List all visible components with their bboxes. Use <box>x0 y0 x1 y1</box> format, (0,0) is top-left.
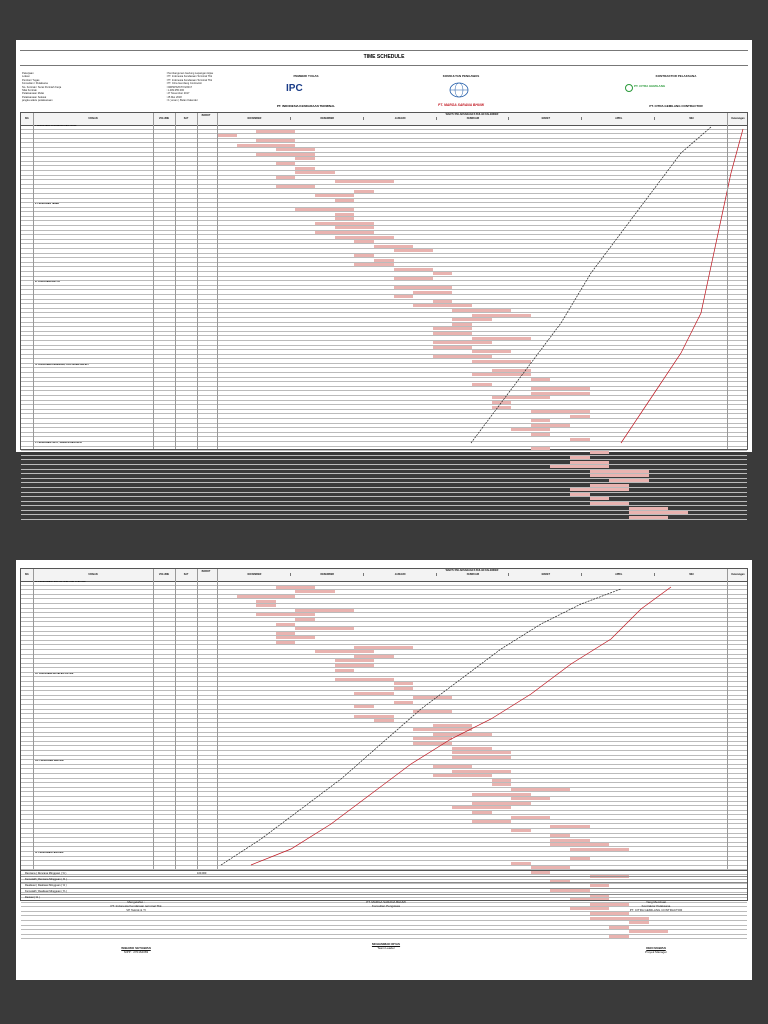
signature-org: PT. Indonesia Kendaraan terminal Tbk <box>110 904 162 908</box>
schedule-bar <box>590 497 610 500</box>
col-volume: VOLUME <box>158 117 170 120</box>
section-title: II. PEKERJAAN TANAH <box>35 203 60 206</box>
signature-role: VP Teknik & TI <box>126 908 146 912</box>
summary-row: Realisasi ( Realisasi Mingguan ( % ) <box>21 883 747 889</box>
summary-table <box>20 870 748 901</box>
signature-name: WIBAWO SETIAWAN <box>121 946 151 950</box>
section-title: I. PEKERJAAN PERSIAPAN DAN UMUM <box>35 125 77 127</box>
schedule-bar <box>570 488 629 491</box>
col-bobot: BOBOT <box>201 114 211 117</box>
header-value: : PT. Citra Gemilang Contractor <box>166 82 203 86</box>
actual-curve <box>621 129 743 443</box>
schedule-bar <box>590 474 649 477</box>
col-sat: SAT <box>183 573 189 576</box>
schedule-bar <box>570 461 609 464</box>
month-header: MARET <box>508 573 582 576</box>
signature-id: Proyek Manager <box>644 950 667 954</box>
section-title: VII. PEKERJAAN INSTALASI LISTRIK <box>35 672 74 675</box>
schedule-sheet-page-1 <box>16 40 752 452</box>
header-label: Lokasi <box>22 75 30 79</box>
s-curve-page-2 <box>21 569 749 869</box>
schedule-table-1 <box>20 112 748 450</box>
col-bobot: BOBOT <box>201 570 211 573</box>
plan-curve <box>471 127 711 443</box>
month-header: JANUARI <box>363 573 437 576</box>
header-values <box>166 72 256 103</box>
col-keterangan: Keterangan <box>731 573 745 576</box>
schedule-bar <box>570 456 590 459</box>
header-value: : 25 Mei 2018 <box>166 95 182 99</box>
col-sat: SAT <box>183 117 189 120</box>
month-header: MARET <box>508 117 582 120</box>
schedule-sheet-page-2 <box>16 560 752 980</box>
actual-curve <box>251 587 671 865</box>
contractor-name: PT. CITRA GEMILANG CONTRACTOR <box>649 104 703 108</box>
header-label: Konsultan / Pelaksana <box>22 82 48 86</box>
sheet-title: TIME SCHEDULE <box>363 54 405 60</box>
header-labels <box>22 72 92 103</box>
col-volume: VOLUME <box>158 573 170 576</box>
schedule-bar <box>629 511 688 514</box>
summary-row: Kumulatif ( Rencana Mingguan ( % ) <box>21 877 747 883</box>
signature-id: Team Leader <box>377 946 395 950</box>
header-label: Nilai Kontrak <box>22 89 37 93</box>
col-waktu: WAKTU PELAKSANAAN 6 BULAN KALENDER <box>445 113 499 116</box>
signature-block-contractor <box>576 900 736 954</box>
consultant-heading: KONSULTAN PENGAWAS <box>442 74 480 78</box>
schedule-bar <box>629 516 668 519</box>
signature-role: Konsultan Pengawas <box>371 904 401 908</box>
schedule-bar <box>590 470 649 473</box>
signature-org: PT. MARGA SARANA BHUMI <box>366 900 406 904</box>
header-label: No. Kontrak / Surat Perintah Kerja <box>22 85 62 89</box>
plan-curve <box>221 589 621 865</box>
title-rule <box>20 65 748 66</box>
header-value: : 6 ( enam ) Bulan Kalender <box>166 99 198 103</box>
header-label: Pelaksanaan Selesai <box>22 95 47 99</box>
signature-name: DEDI MAWAN <box>646 946 666 950</box>
contractor-logo: PT. CITRA GEMILANG <box>634 84 666 88</box>
month-header: MEI <box>654 573 728 576</box>
col-no: NO. <box>24 573 30 576</box>
signature-name: MOHAMMAD IRYAS <box>371 942 401 946</box>
header-value: : 008/SPK/IKT/XI/2017 <box>166 85 193 89</box>
owner-heading: PEMBERI TUGAS <box>293 74 319 78</box>
header-value: : PT. Indonesia Kendaraan Terminal Tbk <box>166 78 213 82</box>
consultant-emblem-icon <box>444 80 474 100</box>
month-header: APRIL <box>581 573 655 576</box>
schedule-bar <box>590 451 610 454</box>
month-header: MEI <box>654 117 728 120</box>
header-label: Pekerjaan <box>22 72 34 75</box>
consultant-logo: PT. MARGA SARANA BHUMI <box>437 103 485 107</box>
signature-block-owner <box>56 900 216 954</box>
contractor-heading: KONTRAKTOR PELAKSANA <box>655 74 697 78</box>
schedule-bar <box>570 493 590 496</box>
header-value: : Pembangunan Gedung Lapangan Hijau <box>166 72 214 75</box>
header-value: : 1.409.355.000 <box>166 89 185 93</box>
month-header: JANUARI <box>363 117 437 120</box>
month-header: DESEMBER <box>290 117 364 120</box>
owner-name: PT. INDONESIA KENDARAAN TERMINAL <box>276 104 336 108</box>
schedule-bar <box>590 484 629 487</box>
section-title: VI. PEKERJAAN PENUTUP ATAP DAN PLAFOND <box>35 581 86 583</box>
section-title: IV. PEKERJAAN PASANGAN, PLESTERAN DAN ACI <box>35 363 89 366</box>
schedule-bar <box>609 479 648 482</box>
summary-row: Rencana ( Rencana Mingguan ( % ) 100.000 <box>21 871 747 877</box>
schedule-table-2 <box>20 568 748 870</box>
month-header: FEBRUARI <box>436 573 510 576</box>
signature-caption: Mengetahui : <box>127 900 145 904</box>
month-header: APRIL <box>581 117 655 120</box>
col-keterangan: Keterangan <box>731 117 745 120</box>
schedule-bar <box>590 502 629 505</box>
month-header: NOVEMBER <box>217 117 291 120</box>
top-rule <box>20 50 748 51</box>
contractor-emblem-icon <box>625 84 633 92</box>
schedule-bar <box>550 465 609 468</box>
summary-row: Kumulatif ( Realisasi Mingguan ( % ) <box>21 889 747 895</box>
signature-caption: Yang Membuat <box>645 900 667 904</box>
header-label: jangka waktu pelaksanaan <box>22 99 53 103</box>
section-title: III. PEKERJAAN BETON <box>35 281 60 284</box>
month-header: FEBRUARI <box>436 117 510 120</box>
section-title: VIII. PEKERJAAN SANITASI <box>35 760 64 763</box>
month-header: DESEMBER <box>290 573 364 576</box>
section-title: IX. PEKERJAAN LAIN-LAIN <box>35 852 64 855</box>
col-uraian: URAIAN <box>88 117 98 120</box>
table-row <box>21 515 747 520</box>
signature-role: PT. CITRA GEMILANG CONTRACTOR <box>629 908 683 912</box>
col-waktu: WAKTU PELAKSANAAN 6 BULAN KALENDER <box>445 569 499 572</box>
header-value: : 27 November 2017 <box>166 92 190 96</box>
header-value: : PT. Indonesia Kendaraan Terminal Tbk <box>166 75 213 79</box>
col-uraian: URAIAN <box>88 573 98 576</box>
section-title: V. PEKERJAAN PINTU, JENDELA DAN KACA <box>35 441 82 444</box>
col-no: NO. <box>24 117 30 120</box>
ipc-logo: IPC <box>286 83 303 94</box>
header-label: Pemberi Tugas <box>22 78 40 82</box>
s-curve-page-1 <box>21 113 749 449</box>
signature-org: Kontraktor Pelaksana <box>641 904 671 908</box>
signature-block-consultant <box>306 900 466 950</box>
summary-row: Deviasi ( % ) <box>25 896 40 899</box>
header-label: Pelaksanaan Mulai <box>22 92 44 96</box>
signature-id: NIPP : 270164083 <box>123 950 149 954</box>
schedule-bar <box>629 507 668 510</box>
month-header: NOVEMBER <box>217 573 291 576</box>
